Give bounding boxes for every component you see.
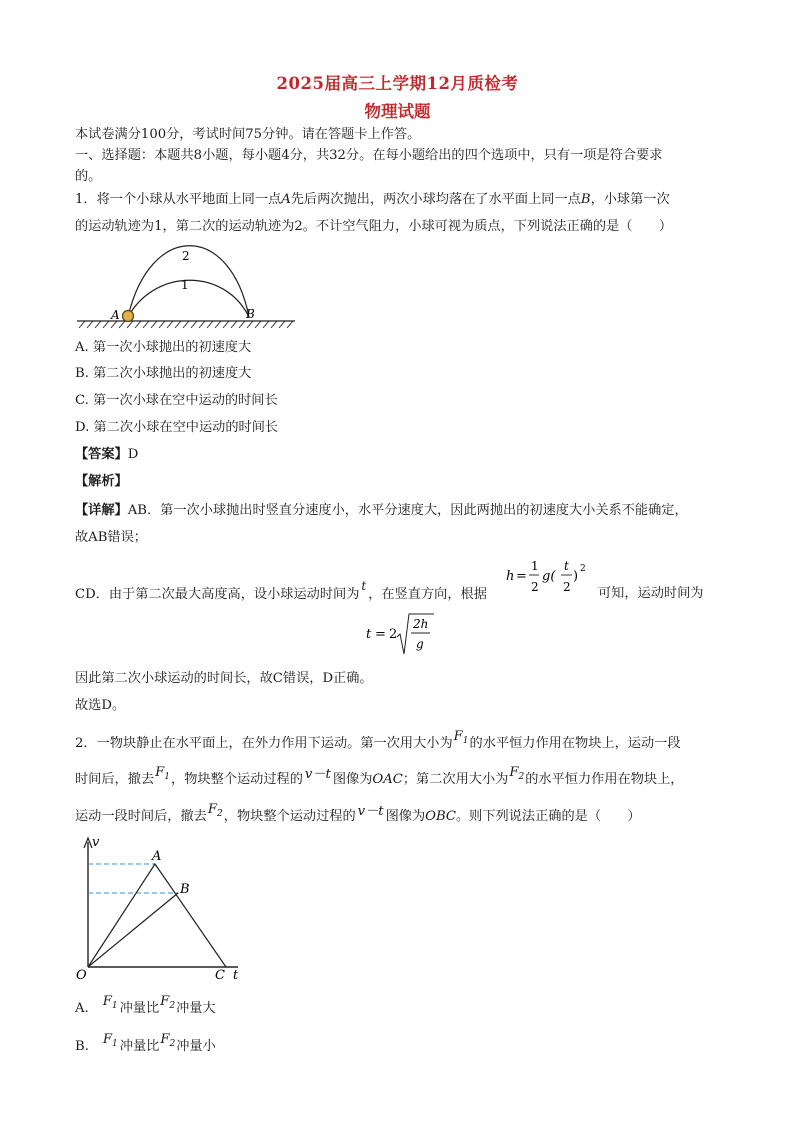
formula-close: ) [573, 569, 579, 584]
q1-trajectory-figure [75, 240, 300, 330]
label-b: B [180, 882, 190, 897]
q2-f2: $F_2$ [160, 994, 176, 1011]
answer-tag: 【答案】 [75, 447, 128, 462]
q2-text: 2．一物块静止在水平面上，在外力作用下运动。第一次用大小为 [75, 736, 453, 751]
cd-text: ，在竖直方向，根据 [368, 587, 487, 602]
q1-detail-line-2: 故AB错误； [75, 530, 147, 545]
q1-option-c: C. 第一次小球在空中运动的时间长 [75, 393, 278, 408]
q2-text: 图像为 [332, 772, 373, 787]
q2-f1: $F_1$ [102, 994, 118, 1011]
q1-choose: 故选D。 [75, 698, 126, 713]
q1-line-1 [75, 191, 670, 209]
label-point-b: B [246, 307, 255, 321]
answer-value: D [127, 447, 139, 462]
formula2-eq: = [375, 627, 386, 642]
q2-f1: $F_1$ [102, 1032, 118, 1049]
q2-vt: v－t [304, 767, 331, 782]
label-c: C [215, 968, 225, 982]
detail-tag: 【详解】 [75, 503, 128, 518]
formula2-den: g [416, 637, 424, 651]
ball [123, 311, 134, 322]
cd-symbol-t: t [361, 579, 367, 593]
label-point-a: A [111, 308, 120, 322]
q1-text: ，小球第一次 [590, 192, 670, 207]
formula2-t: t [366, 627, 372, 642]
q2-f2: $F_2$ [160, 1032, 176, 1049]
label-o: O [76, 968, 87, 982]
q1-text: 1．将一个小球从水平地面上同一点 [75, 192, 282, 207]
q2-f2: $F_2$ [509, 765, 525, 782]
q1-option-a: A. 第一次小球抛出的初速度大 [75, 340, 252, 355]
option-text: 冲量大 [176, 1001, 216, 1016]
formula-t-den: 2 [563, 580, 571, 594]
q2-obc: OBC [425, 809, 456, 824]
option-letter: B. [75, 1039, 89, 1054]
path-ob [88, 893, 178, 967]
q2-f2: $F_2$ [207, 802, 223, 819]
page-subtitle: 物理试题 [364, 102, 431, 121]
option-text: 冲量比 [119, 1001, 160, 1016]
intro-line-2: 一、选择题：本题共8小题，每小题4分，共32分。在每小题给出的四个选项中，只有一项是符合要求 [75, 148, 663, 163]
path-oac [88, 864, 226, 967]
q1-cd-line [75, 579, 487, 604]
q2-option-a [75, 994, 216, 1022]
q2-line-2 [75, 765, 684, 793]
q2-line-1 [75, 729, 681, 757]
option-text: 冲量小 [176, 1039, 216, 1054]
q2-text: ；第二次用大小为 [402, 772, 509, 787]
formula2-num: 2h [413, 617, 429, 631]
detail-text: AB．第一次小球抛出时竖直分速度小，水平分速度大，因此两抛出的初速度大小关系不能确定， [127, 503, 688, 518]
q1-line-2: 的运动轨迹为1，第二次的运动轨迹为2。不计空气阻力，小球可视为质点，下列说法正确的是（ ） [75, 219, 673, 234]
q2-vt: v－t [357, 804, 384, 819]
q2-text: ，物块整个运动过程的 [171, 772, 303, 787]
q2-text: 时间后，撤去 [75, 772, 155, 787]
q1-cd-line-post: 可知，运动时间为 [598, 586, 704, 601]
q2-vt-graph [70, 832, 255, 982]
formula-h: h [506, 569, 515, 584]
q2-text: 的水平恒力作用在物块上，运动一段 [469, 736, 681, 751]
cd-text: CD．由于第二次最大高度高，设小球运动时间为 [75, 587, 360, 602]
q2-f1: $F_1$ [453, 729, 469, 746]
formula-time [364, 610, 444, 660]
q1-text: 先后两次抛出，两次小球均落在了水平面上同一点 [290, 192, 581, 207]
ground-hatch [79, 321, 293, 328]
formula-t: t [564, 559, 569, 573]
option-letter: A. [75, 1001, 89, 1016]
q2-text: 图像为 [385, 809, 426, 824]
q2-oac: OAC [372, 772, 403, 787]
option-text: 冲量比 [119, 1039, 160, 1054]
label-v: v [92, 835, 100, 850]
label-trajectory-1: 1 [181, 278, 189, 292]
q2-f1: $F_1$ [155, 765, 171, 782]
formula-g: g( [542, 569, 556, 584]
q1-answer [75, 446, 138, 464]
q2-text: 。则下列说法正确的是（ ） [455, 809, 641, 824]
q2-line-3 [75, 802, 641, 830]
formula-height [504, 555, 596, 601]
label-t: t [233, 968, 239, 982]
q1-option-d: D. 第二次小球在空中运动的时间长 [75, 420, 279, 435]
formula2-coef: 2 [389, 627, 398, 642]
formula-num: 1 [531, 559, 539, 573]
formula-eq: = [516, 569, 527, 584]
q1-point-b: B [580, 192, 591, 207]
q1-detail-line-1 [75, 502, 688, 520]
label-trajectory-2: 2 [182, 249, 190, 263]
q2-text: 的水平恒力作用在物块上， [525, 772, 684, 787]
intro-line-1: 本试卷满分100分，考试时间75分钟。请在答题卡上作答。 [75, 127, 421, 142]
label-a: A [152, 849, 162, 864]
q2-text: ，物块整个运动过程的 [223, 809, 356, 824]
q1-conclusion: 因此第二次小球运动的时间长，故C错误，D正确。 [75, 671, 373, 686]
q1-option-b: B. 第二次小球抛出的初速度大 [75, 366, 252, 381]
formula-square: 2 [580, 564, 586, 574]
intro-line-3: 的。 [75, 169, 102, 184]
formula-den: 2 [531, 580, 539, 594]
page-title: 2025届高三上学期12月质检考 [276, 74, 519, 93]
q2-text: 运动一段时间后，撤去 [75, 809, 207, 824]
q1-point-a: A [281, 192, 291, 207]
q2-option-b [75, 1032, 216, 1060]
q1-analysis-tag: 【解析】 [75, 474, 128, 489]
